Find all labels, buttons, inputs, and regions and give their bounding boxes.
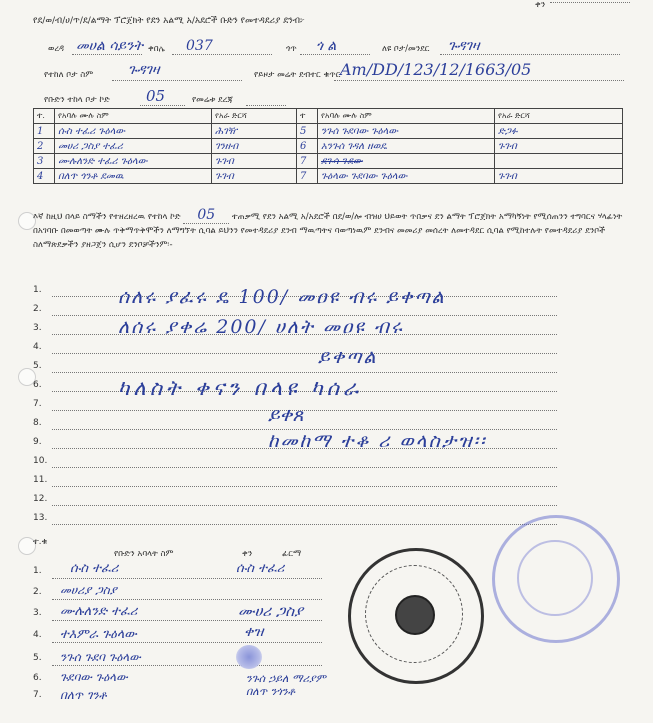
rule-line	[52, 410, 557, 411]
faded-blue-seal-inner	[517, 540, 593, 616]
area-label: የመሬቱ ደረጃ	[192, 95, 233, 105]
faded-blue-seal	[492, 515, 620, 643]
signer-name: ተእምራ ጉዕላው	[60, 627, 137, 642]
table-header-row	[34, 109, 623, 124]
signer-number: 3.	[33, 608, 42, 618]
rule-number: 7.	[33, 399, 42, 409]
signer-line	[52, 665, 322, 666]
row-number: 3	[34, 154, 55, 169]
woreda-label: ወረዳ	[48, 44, 65, 54]
signer-signature: ቀዝ	[244, 624, 264, 640]
rule-number: 3.	[33, 323, 42, 333]
kebele-line	[172, 54, 272, 55]
rule-number: 12.	[33, 494, 48, 504]
seal-emblem-icon	[395, 595, 435, 635]
signer-signature: ንጉሰ ኃይለ ማሪያም በለጥ ንጎንቶ	[246, 672, 326, 698]
got-value: ጎ ል	[316, 38, 337, 54]
sig-name-label: የቡድን አባላት ስም	[114, 549, 174, 559]
group-code-label: የቡድን ተከላ ቦታ ኮድ	[44, 95, 110, 105]
signer-signature: ሱስ ተፈሪ	[236, 561, 285, 576]
rule-number: 9.	[33, 437, 42, 447]
rule-number: 2.	[33, 304, 42, 314]
signer-number: 7.	[33, 690, 42, 700]
signer-number: 6.	[33, 673, 42, 683]
site-line	[440, 54, 620, 55]
member-name: ጉዕላው ጉደባው ጉዕላው	[318, 169, 495, 184]
cert-line	[334, 80, 624, 81]
signer-line	[52, 642, 322, 643]
paragraph-code: 05	[183, 207, 229, 224]
site-value: ጉዳገዛ	[448, 38, 480, 54]
member-name: አንጉሰ ገዳለ ዘወዴ	[318, 139, 495, 154]
member-share: ጉገብ	[495, 139, 623, 154]
signer-name: ሙሉለንድ ተፈሪ	[60, 604, 138, 619]
rule-number: 11.	[33, 475, 48, 485]
plot-name-label: የተከለ ቦታ ስም	[44, 70, 94, 80]
row-number: 2	[34, 139, 55, 154]
table-row	[34, 154, 623, 169]
rule-line	[52, 524, 557, 525]
member-name: መሀሪ ጋስያ ተፈሪ	[55, 139, 212, 154]
member-share: ሕገዥ	[212, 124, 297, 139]
kebele-value: 037	[186, 38, 213, 54]
group-code-line	[140, 105, 185, 106]
got-label: ጎጥ	[286, 44, 297, 54]
rule-line	[52, 486, 557, 487]
header-no-1: ተ.	[34, 109, 55, 124]
signer-line	[52, 599, 322, 600]
member-name: ሱስ ተፈሪ ጉዕላው	[55, 124, 212, 139]
rule-number: 1.	[33, 285, 42, 295]
handwritten-rule: ለሰሩ ያቀሬ 200/ ሀለት መዐዩ ብሩ	[118, 316, 404, 338]
header-name-2: የአባሉ ሙሉ ስም	[318, 109, 495, 124]
table-row	[34, 124, 623, 139]
member-name: ደጉሳ ጉደው	[318, 154, 495, 169]
sig-sign-label: ፊርማ	[282, 549, 302, 559]
rule-line	[52, 353, 557, 354]
area-line	[246, 105, 286, 106]
member-name: ንጉሰ ጉደባው ጉዕላው	[318, 124, 495, 139]
cert-value: Am/DD/123/12/1663/05	[340, 60, 532, 79]
handwritten-rule: ካለስት ቀናን በላዩ ካሰራ	[118, 376, 363, 400]
member-share: ጉገብ	[212, 154, 297, 169]
day-line	[550, 2, 630, 3]
member-name: በለጥ ጎንቶ ደመዉ	[55, 169, 212, 184]
row-number: 6	[297, 139, 318, 154]
member-share	[495, 154, 623, 169]
signer-number: 2.	[33, 587, 42, 597]
plot-name-value: ጉዳገዛ	[128, 62, 160, 78]
rule-number: 5.	[33, 361, 42, 371]
rule-number: 6.	[33, 380, 42, 390]
table-row	[34, 139, 623, 154]
rule-number: 8.	[33, 418, 42, 428]
woreda-line	[72, 54, 142, 55]
row-number: 7	[297, 169, 318, 184]
row-number: 1	[34, 124, 55, 139]
signer-signature: ሙሀሪ ጋስያ	[238, 602, 304, 620]
plot-name-line	[112, 80, 242, 81]
signer-name: መሀሪያ ጋስያ	[60, 583, 117, 597]
rule-line	[52, 505, 557, 506]
handwritten-rule: ይቀጸ	[268, 404, 304, 426]
paragraph-body: ተጠቃሚ የደን አልሚ አ/አደሮች በደ/ወ/ሎ ብዝሀ ህይወት ጥበቃና ደን ልማት ፕሮጀክት አማካኝነት የሚሰጠንን ተግባርና ሃላፊነት በአገባቡ በመወጣት ሙሉ ጥቅማጥቅሞችን ለማግኘት ሲባል ይህንን የመተዳደሪያ ደንብ ማዉጣትና ባወጣነዉም ደንብና መመሪያ መሰረት ለመተዳደር ሲባል የሚከተሉት የመተዳደሪያ ደንቦች ስለማጽደቃችን ያዘጋጀን ሲሆን ደንቦቻችንም፡-	[33, 212, 623, 250]
rule-number: 13.	[33, 513, 48, 523]
rule-number: 4.	[33, 342, 42, 352]
member-share: ገንዘብ	[212, 139, 297, 154]
got-line	[300, 54, 370, 55]
thumbprint-mark	[236, 645, 262, 669]
site-label: ለዩ ቦታ/መንደር	[382, 44, 430, 54]
signer-name: ሱስ ተፈሪ	[70, 561, 119, 576]
row-number: 7	[297, 154, 318, 169]
agreement-paragraph	[33, 208, 623, 252]
handwritten-rule: ይቀጣል	[318, 346, 378, 368]
signer-name: ንጉሰ ጉደባ ጉዕላው	[60, 650, 141, 664]
cert-label: የይዞታ መሬት ደብተር ቁጥር	[254, 70, 341, 80]
sig-no-label: ተ.ቁ	[33, 537, 48, 547]
member-table	[33, 108, 623, 184]
signer-line	[52, 578, 322, 579]
row-number: 4	[34, 169, 55, 184]
kebele-label: ቀበሌ	[148, 44, 165, 54]
signer-line	[52, 620, 322, 621]
handwritten-rule: ሰለሩ ያፈሩ ዴ 100/ መዐዩ ብሩ ይቀጣል	[118, 286, 446, 308]
signer-name: በለጥ ገንቶ	[60, 688, 107, 702]
signer-number: 5.	[33, 653, 42, 663]
signer-number: 4.	[33, 630, 42, 640]
member-name: ሙሉለንድ ተፈሪ ጉዕላው	[55, 154, 212, 169]
official-seal	[348, 548, 484, 684]
handwritten-rule: ከመከማ ተቆ ሪ ወላስታዝ፡፡	[268, 430, 487, 452]
member-share: ድጋፉ	[495, 124, 623, 139]
form-title: የደ/ወ/ብ/ሀ/ጥ/ደ/ልማት ፕሮጀክት የደን አልሚ አ/አደሮች ቡድን የመተዳደሪያ ደንብ፦	[33, 16, 305, 26]
table-row	[34, 169, 623, 184]
day-label: ቀን	[535, 0, 546, 10]
group-code-value: 05	[146, 87, 166, 105]
header-no-2: ተ	[297, 109, 318, 124]
header-share-1: የአራ ድርሻ	[212, 109, 297, 124]
member-share: ጉገብ	[212, 169, 297, 184]
signer-name: ጉደባው ጉዕላው	[60, 670, 128, 684]
woreda-value: መሀል ሳይንት	[76, 38, 143, 54]
signer-number: 1.	[33, 566, 42, 576]
paragraph-intro: እኛ ከዚህ በላይ ስማችን የተዘረዘረዉ የተከላ ኮድ	[33, 212, 181, 222]
member-share: ጉገብ	[495, 169, 623, 184]
header-name-1: የአባሉ ሙሉ ስም	[55, 109, 212, 124]
sig-day-label: ቀን	[242, 549, 253, 559]
row-number: 5	[297, 124, 318, 139]
rule-line	[52, 372, 557, 373]
header-share-2: የአራ ድርሻ	[495, 109, 623, 124]
rule-line	[52, 467, 557, 468]
rule-number: 10.	[33, 456, 48, 466]
